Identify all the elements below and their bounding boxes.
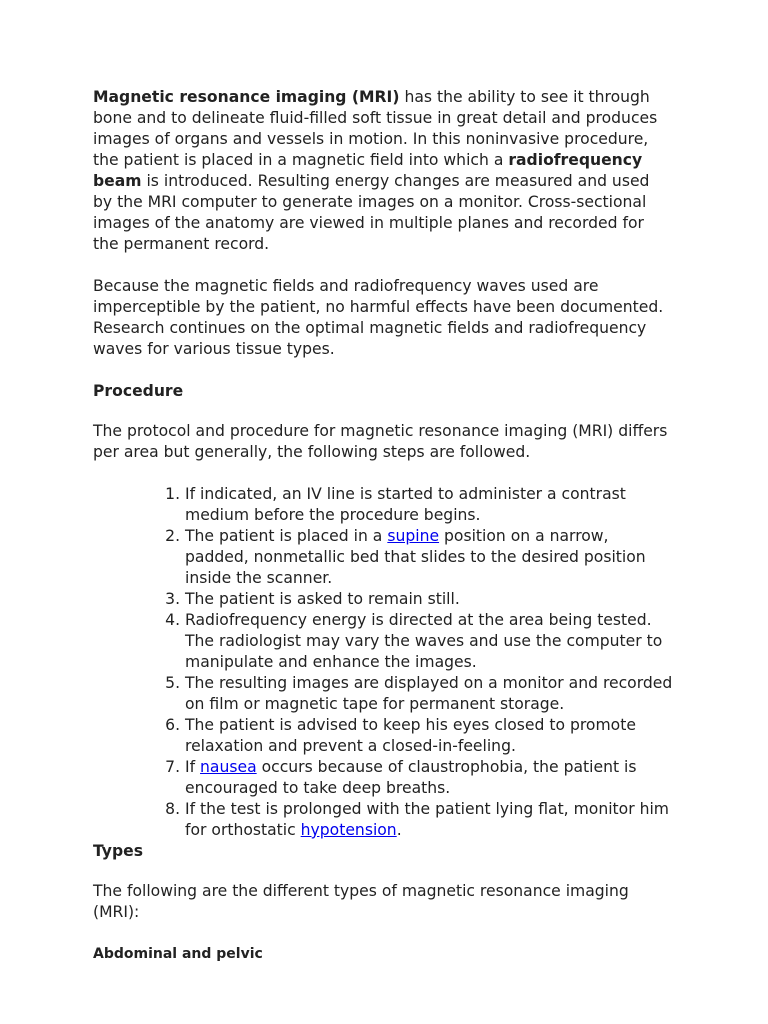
intro-paragraph [93,87,673,255]
step-text-pre: If the test is prolonged with the patient lying flat, monitor him for orthostatic [185,800,669,839]
step-text-post: position on a narrow, padded, nonmetallic bed that slides to the desired position inside the scanner. [185,527,646,587]
safety-paragraph: Because the magnetic fields and radiofrequency waves used are imperceptible by the patient, no harmful effects have been documented. Research continues on the optimal magnetic fields and radiofrequency waves for various tissue types. [93,277,664,358]
step-text-pre: The patient is placed in a [185,527,388,545]
step-text: Radiofrequency energy is directed at the area being tested. The radiologist may vary the waves and use the computer to manipulate and enhance the images. [185,611,663,671]
list-item [185,673,673,715]
abdominal-pelvic-subheading: Abdominal and pelvic [93,946,263,962]
hypotension-link[interactable]: hypotension [300,821,397,839]
step-text: If indicated, an IV line is started to administer a contrast medium before the procedure begins. [185,485,626,524]
list-item [185,715,673,757]
list-item [185,526,673,589]
step-text-post: occurs because of claustrophobia, the patient is encouraged to take deep breaths. [185,758,637,797]
step-text: The patient is advised to keep his eyes closed to promote relaxation and prevent a closed-in-feeling. [185,716,636,755]
intro-term: Magnetic resonance imaging (MRI) [93,88,400,106]
list-item [185,589,673,610]
nausea-link[interactable]: nausea [200,758,257,776]
procedure-steps-list [93,484,673,841]
types-heading: Types [93,842,143,860]
intro-text-a: has the ability to see it through bone and to delineate fluid-filled soft tissue in great detail and produces images of organs and vessels in motion. In this noninvasive procedure, the patient is placed in a magnetic field into which a [93,88,658,169]
list-item [185,757,673,799]
step-text-post: . [396,821,402,839]
procedure-intro: The protocol and procedure for magnetic resonance imaging (MRI) differs per area but generally, the following steps are followed. [93,422,668,461]
step-text: The resulting images are displayed on a monitor and recorded on film or magnetic tape for permanent storage. [185,674,673,713]
document-body [93,87,673,965]
types-intro: The following are the different types of magnetic resonance imaging (MRI): [93,882,629,921]
list-item [185,610,673,673]
intro-text-c: is introduced. Resulting energy changes are measured and used by the MRI computer to generate images on a monitor. Cross-sectional images of the anatomy are viewed in multiple planes and recorded for the permanent record. [93,172,650,253]
supine-link[interactable]: supine [387,527,440,545]
list-item [185,799,673,841]
procedure-heading: Procedure [93,382,184,400]
intro-bold-term: radiofrequency beam [93,151,643,190]
step-text-pre: If [185,758,201,776]
step-text: The patient is asked to remain still. [185,590,460,608]
list-item [185,484,673,526]
